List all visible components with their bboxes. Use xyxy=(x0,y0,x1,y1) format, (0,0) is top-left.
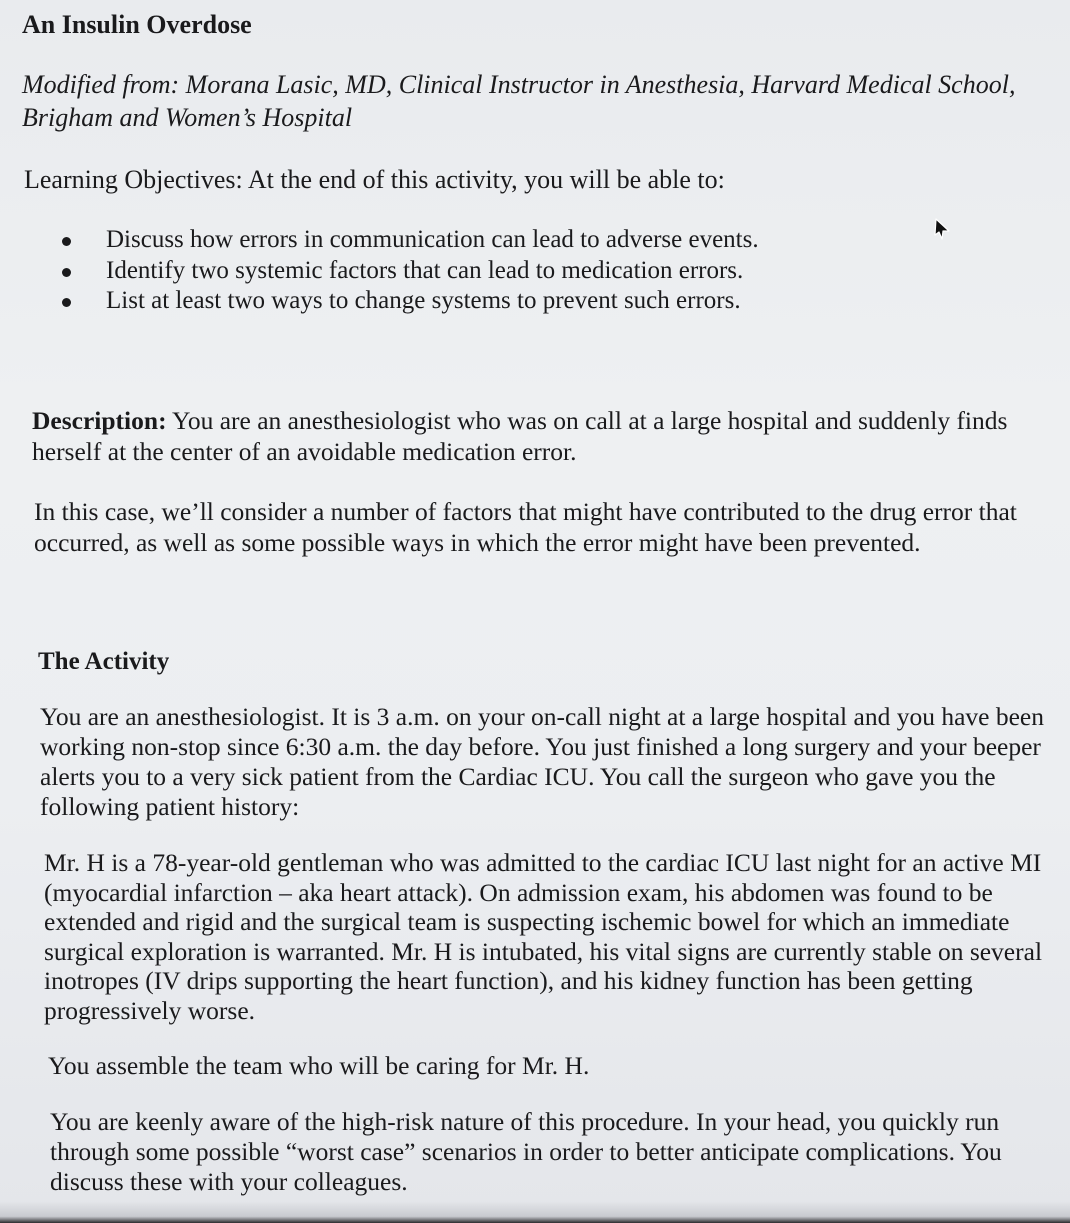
mouse-pointer-icon xyxy=(932,218,952,240)
objective-text: Identify two systemic factors that can lead to medication errors. xyxy=(106,256,744,284)
activity-paragraph: You are keenly aware of the high-risk nature of this procedure. In your head, you quickly run through some possible “worst case” scenarios in order to better anticipate complications. You discuss these with your colleagues. xyxy=(50,1107,1002,1196)
attribution: Modified from: Morana Lasic, MD, Clinical Instructor in Anesthesia, Harvard Medical School, Brigham and Women’s Hospital xyxy=(22,70,1016,132)
objective-text: List at least two ways to change systems to prevent such errors. xyxy=(106,287,741,314)
activity-heading: The Activity xyxy=(38,648,170,675)
description-paragraph xyxy=(32,405,1042,467)
bullet-dot-icon xyxy=(62,298,71,307)
activity-paragraph: Mr. H is a 78-year-old gentleman who was admitted to the cardiac ICU last night for an active MI (myocardial infarction – aka heart attack). On admission exam, his abdomen was found to be extended and rigid and the surgical team is suspecting ischemic bowel for which an immediate surgical exploration is warranted. Mr. H is intubated, his vital signs are currently stable on several inotropes (IV drips supporting the heart function), and his kidney function has been getting progressively worse. xyxy=(44,848,1043,1025)
case-intro-paragraph: In this case, we’ll consider a number of factors that might have contributed to the drug error that occurred, as well as some possible ways in which the error might have been prevented. xyxy=(34,497,1017,557)
objective-text: Discuss how errors in communication can lead to adverse events. xyxy=(106,226,759,253)
list-item xyxy=(62,225,759,256)
objectives-list xyxy=(62,225,759,317)
list-item xyxy=(62,256,759,287)
screen-bottom-edge xyxy=(0,1201,1070,1223)
list-item xyxy=(62,286,759,317)
bullet-dot-icon xyxy=(62,268,71,277)
description-text: You are an anesthesiologist who was on call at a large hospital and suddenly finds herself at the center of an avoidable medication error. xyxy=(32,406,1008,466)
objectives-heading: Learning Objectives: At the end of this activity, you will be able to: xyxy=(24,165,725,194)
bullet-dot-icon xyxy=(62,237,71,246)
activity-paragraph: You assemble the team who will be caring for Mr. H. xyxy=(48,1051,590,1080)
description-label: Description: xyxy=(32,406,167,435)
activity-paragraph: You are an anesthesiologist. It is 3 a.m. on your on-call night at a large hospital and you have been working non-stop since 6:30 a.m. the day before. You just finished a long surgery and your beeper alerts you to a very sick patient from the Cardiac ICU. You call the surgeon who gave you the following patient history: xyxy=(40,702,1044,821)
document-title: An Insulin Overdose xyxy=(22,10,252,39)
